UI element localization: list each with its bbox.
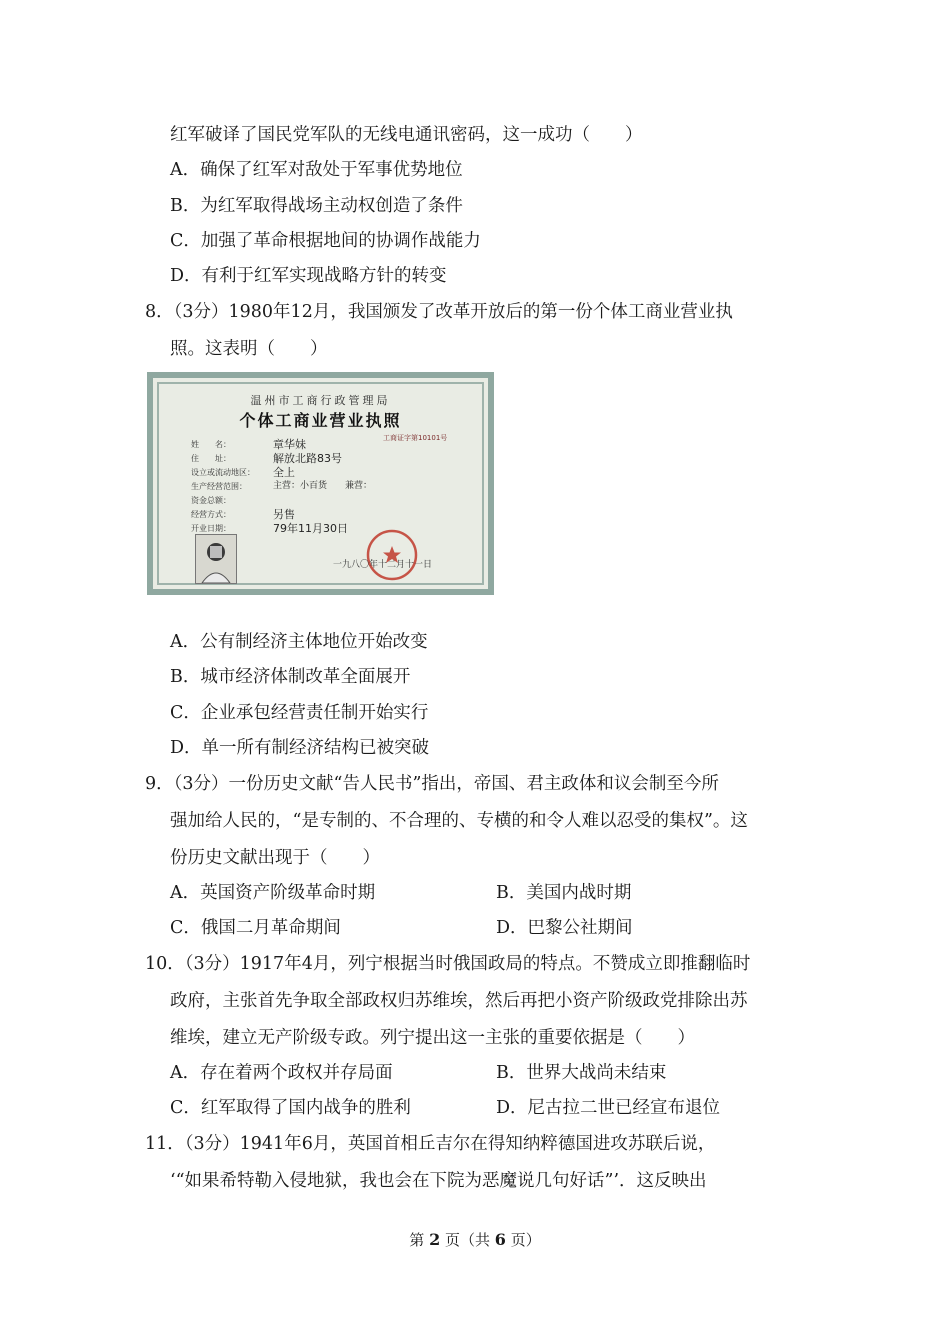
license-value-date: 79年11月30日 (273, 522, 348, 535)
q7-stem-tail: 红军破译了国民党军队的无线电通讯密码，这一成功（ ） (170, 125, 643, 145)
footer-page-number: 2 (429, 1230, 441, 1249)
license-label-capital: 资金总额： (191, 496, 231, 505)
license-value-scope: 主营：小百货 兼营： (273, 481, 373, 491)
q8-stem-line2: 照。这表明（ ） (170, 339, 328, 359)
business-license-photo (147, 372, 494, 595)
q9-stem-line1: 9．（3分）一份历史文献“告人民书”指出，帝国、君主政体和议会制至今所 (145, 774, 719, 794)
q8-option-d: D．单一所有制经济结构已被突破 (170, 738, 430, 758)
q9-stem-line3: 份历史文献出现于（ ） (170, 848, 380, 868)
q9-option-c: C．俄国二月革命期间 (170, 918, 341, 938)
q7-option-a: A．确保了红军对敌处于军事优势地位 (170, 160, 463, 180)
q11-stem-line2: ‘“如果希特勒入侵地狱，我也会在下院为恶魔说几句好话”’．这反映出 (170, 1171, 707, 1191)
license-label-name: 姓 名： (191, 440, 231, 449)
license-value-method: 另售 (273, 508, 295, 521)
q8-option-a: A．公有制经济主体地位开始改变 (170, 632, 428, 652)
page-footer (0, 1229, 950, 1250)
license-label-date: 开业日期： (191, 524, 231, 533)
official-seal-icon (365, 528, 419, 582)
license-label-method: 经营方式： (191, 510, 231, 519)
q10-stem-line2: 政府，主张首先争取全部政权归苏维埃，然后再把小资产阶级政党排除出苏 (170, 991, 748, 1011)
q9-option-d: D．巴黎公社期间 (496, 918, 633, 938)
license-title: 个体工商业营业执照 (239, 411, 402, 430)
footer-middle: 页（共 (444, 1231, 490, 1249)
license-holder-photo (195, 534, 237, 584)
license-card (153, 378, 488, 589)
license-value-address: 解放北路83号 (273, 452, 342, 465)
license-value-name: 章华妹 (273, 438, 306, 451)
q11-stem-line1: 11．（3分）1941年6月，英国首相丘吉尔在得知纳粹德国进攻苏联后说， (145, 1134, 716, 1154)
q9-stem-line2: 强加给人民的，“是专制的、不合理的、专横的和令人难以忍受的集权”。这 (170, 811, 748, 831)
license-number: 工商证字第10101号 (383, 434, 448, 442)
q10-option-a: A．存在着两个政权并存局面 (170, 1063, 393, 1083)
q9-option-b: B．美国内战时期 (496, 883, 632, 903)
q8-option-b: B．城市经济体制改革全面展开 (170, 667, 411, 687)
q7-option-c: C．加强了革命根据地间的协调作战能力 (170, 231, 481, 251)
footer-suffix: 页） (510, 1231, 541, 1249)
license-issuer: 温州市工商行政管理局 (250, 394, 391, 407)
q10-option-d: D．尼古拉二世已经宣布退位 (496, 1098, 721, 1118)
license-issue-date: 一九八〇年十二月十一日 (333, 560, 433, 570)
q9-option-a: A．英国资产阶级革命时期 (170, 883, 376, 903)
portrait-icon (196, 535, 236, 583)
q10-stem-line1: 10．（3分）1917年4月，列宁根据当时俄国政局的特点。不赞成立即推翻临时 (145, 954, 751, 974)
q10-option-c: C．红军取得了国内战争的胜利 (170, 1098, 411, 1118)
license-label-address: 住 址： (191, 454, 231, 463)
q8-option-c: C．企业承包经营责任制开始实行 (170, 703, 429, 723)
q7-option-d: D．有利于红军实现战略方针的转变 (170, 266, 447, 286)
footer-total-pages: 6 (494, 1230, 506, 1249)
footer-prefix: 第 (409, 1231, 425, 1249)
license-label-scope: 生产经营范围： (191, 482, 247, 491)
q8-stem-line1: 8．（3分）1980年12月，我国颁发了改革开放后的第一份个体工商业营业执 (145, 302, 733, 322)
license-label-area: 设立或流动地区： (191, 468, 255, 477)
license-value-area: 全上 (273, 466, 295, 479)
q7-option-b: B．为红军取得战场主动权创造了条件 (170, 196, 463, 216)
q10-stem-line3: 维埃，建立无产阶级专政。列宁提出这一主张的重要依据是（ ） (170, 1028, 695, 1048)
q10-option-b: B．世界大战尚未结束 (496, 1063, 667, 1083)
